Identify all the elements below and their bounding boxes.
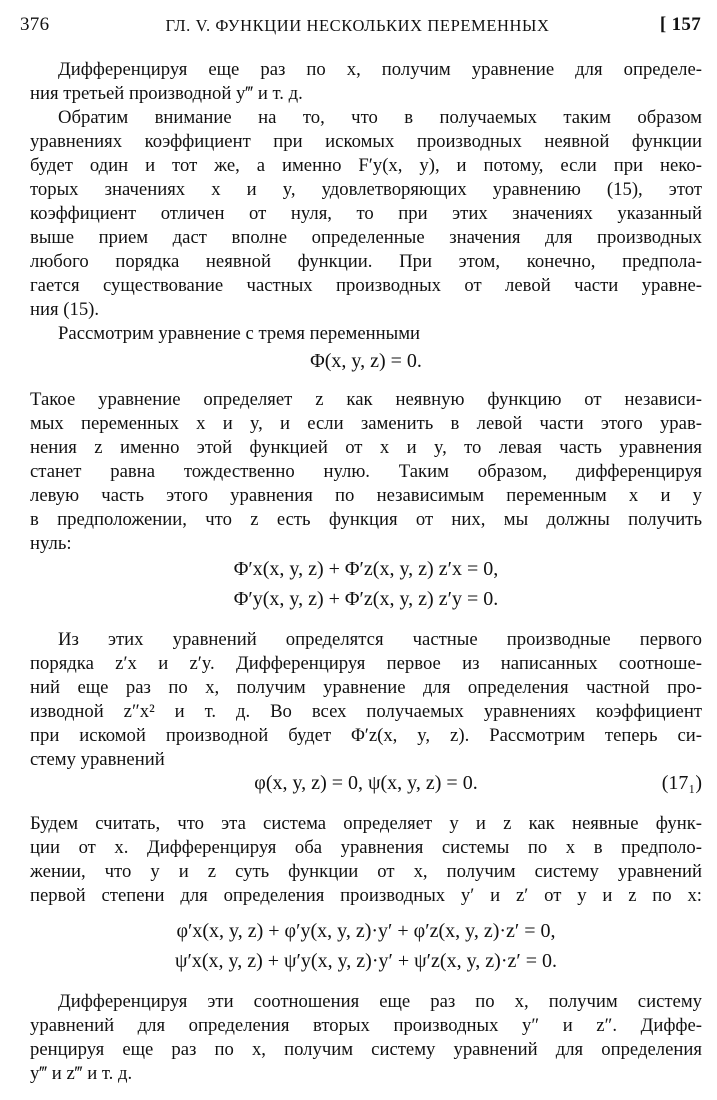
text-line: ции от x. Дифференцируя оба уравнения системы по x в предполо-	[30, 837, 702, 858]
text-line: ния (15).	[30, 299, 100, 320]
equation-phi: Φ(x, y, z) = 0.	[310, 350, 422, 372]
text-line: гается существование частных производных от левой части уравне-	[30, 275, 702, 296]
text-line: любого порядка неявной функции. При этом, конечно, предпола-	[30, 251, 702, 272]
text-line: нения z именно этой функцией от x и y, то левая часть уравнения	[30, 437, 702, 458]
equation-phi-y: Φ′y(x, y, z) + Φ′z(x, y, z) z′y = 0.	[233, 588, 499, 610]
text-line: мых переменных x и y, и если заменить в левой части этого урав-	[30, 413, 702, 434]
text-line: первой степени для определения производных y′ и z′ от y и z по x:	[30, 885, 702, 906]
text-line: в предположении, что z есть функция от них, мы должны получить	[30, 509, 702, 530]
text-line: ний еще раз по x, получим уравнение для определения частной про-	[30, 677, 702, 698]
page-number: 376	[20, 14, 50, 35]
text-line: коэффициент отличен от нуля, то при этих значениях указанный	[30, 203, 702, 224]
text-line: левую часть этого уравнения по независимым переменным x и y	[30, 485, 702, 506]
text-line: нуль:	[30, 533, 72, 554]
text-line: жении, что y и z суть функции от x, получим систему уравнений	[30, 861, 702, 882]
text-line: уравнений для определения вторых производных y″ и z″. Диффе-	[30, 1015, 702, 1036]
text-line: выше прием даст вполне определенные значения для производных	[30, 227, 702, 248]
chapter-title: ГЛ. V. ФУНКЦИИ НЕСКОЛЬКИХ ПЕРЕМЕННЫХ	[165, 16, 550, 35]
text-line: изводной z″x² и т. д. Во всех получаемых уравнениях коэффициент	[30, 701, 702, 722]
section-number: [ 157	[659, 14, 701, 35]
text-line: уравнениях коэффициент при искомых производных неявной функции	[30, 131, 702, 152]
text-line: стему уравнений	[30, 749, 165, 770]
text-line: торых значениях x и y, удовлетворяющих уравнению (15), этот	[30, 179, 702, 200]
equation-system-text: φ(x, y, z) = 0, ψ(x, y, z) = 0.	[254, 772, 478, 794]
text-line: порядка z′x и z′y. Дифференцируя первое из написанных соотноше-	[30, 653, 702, 674]
text-line: Из этих уравнений определятся частные производные первого	[58, 629, 702, 650]
page-header	[14, 10, 701, 40]
equation-phi-x: Φ′x(x, y, z) + Φ′z(x, y, z) z′x = 0,	[233, 558, 499, 580]
text-line: при искомой производной будет Φ′z(x, y, z). Рассмотрим теперь си-	[30, 725, 702, 746]
text-line: Рассмотрим уравнение с тремя переменными	[58, 323, 421, 344]
equation-psi-lower: ψ′x(x, y, z) + ψ′y(x, y, z)·y′ + ψ′z(x, y, z)·z′ = 0.	[174, 950, 558, 972]
equation-number: (17₁)	[661, 772, 702, 794]
text-line: станет равна тождественно нулю. Таким образом, дифференцируя	[30, 461, 702, 482]
text-line: будет один и тот же, а именно F′y(x, y), и потому, если при неко-	[30, 155, 702, 176]
text-line: Дифференцируя эти соотношения еще раз по x, получим систему	[58, 991, 702, 1012]
text-line: Будем считать, что эта система определяет y и z как неявные функ-	[30, 813, 702, 834]
equation-phi-lower: φ′x(x, y, z) + φ′y(x, y, z)·y′ + φ′z(x, y, z)·z′ = 0,	[176, 920, 556, 942]
text-line: ния третьей производной y‴ и т. д.	[30, 83, 303, 104]
text-line: Обратим внимание на то, что в получаемых таким образом	[58, 107, 702, 128]
text-line: Дифференцируя еще раз по x, получим уравнение для определе-	[58, 59, 702, 80]
text-line: Такое уравнение определяет z как неявную функцию от независи-	[30, 389, 702, 410]
text-line: y‴ и z‴ и т. д.	[30, 1063, 133, 1084]
equation-system	[30, 770, 702, 796]
text-line: ренцируя еще раз по x, получим систему уравнений для определения	[30, 1039, 702, 1060]
